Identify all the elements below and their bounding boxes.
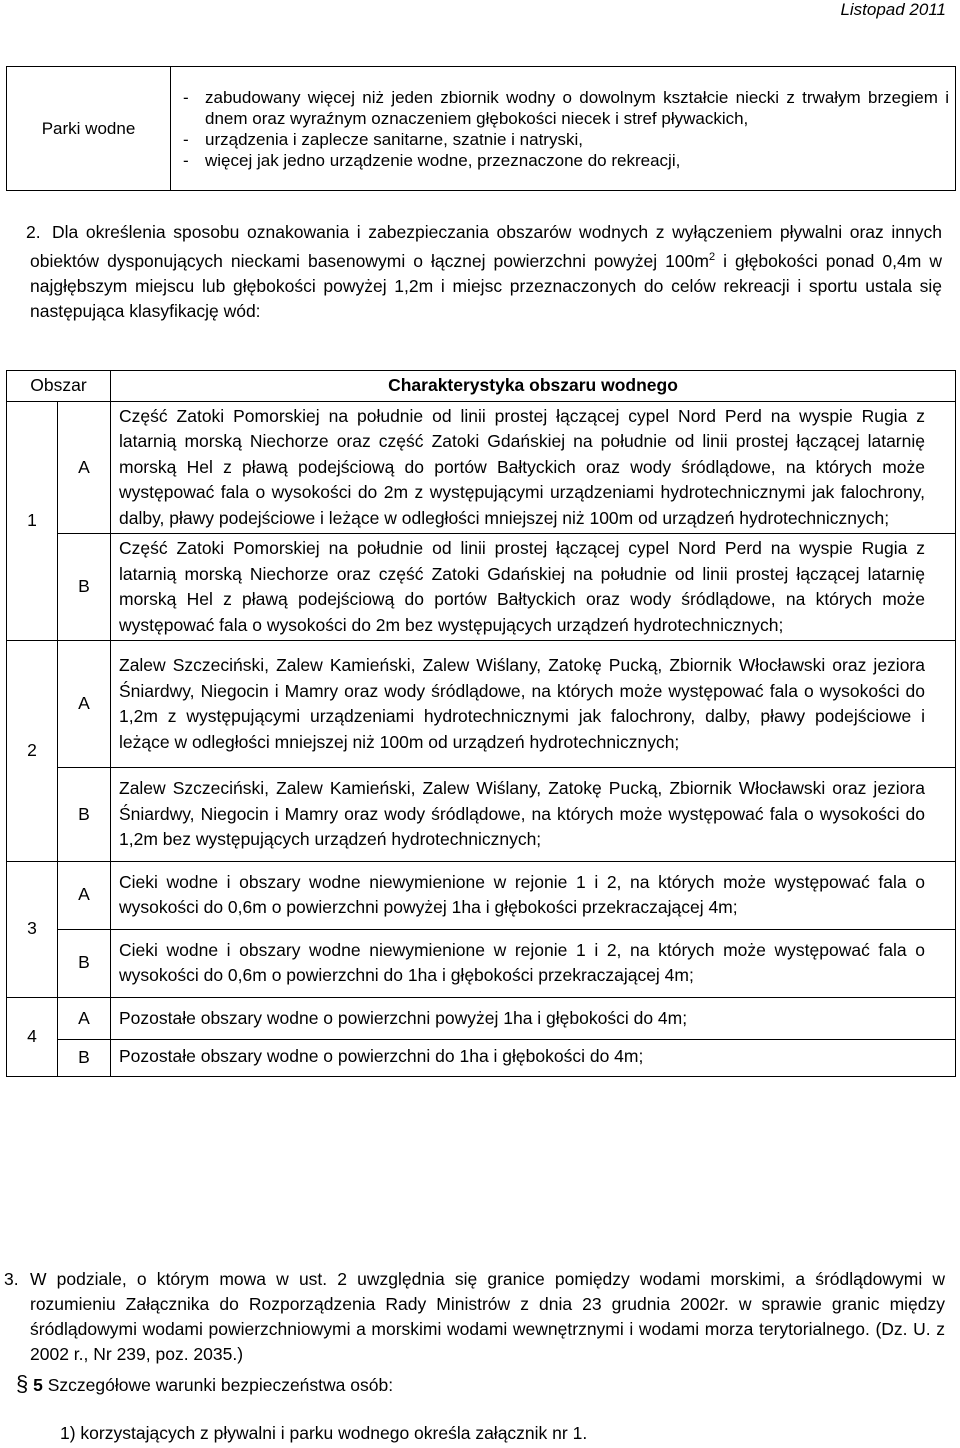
area-number: 2 — [7, 641, 58, 862]
parks-table — [6, 66, 956, 191]
area-description: Cieki wodne i obszary wodne niewymienione w rejonie 1 i 2, na których może występować fala o wysokości do 0,6m o powierzchni do 1ha i głębokości przekraczającej 4m; — [111, 929, 956, 997]
area-subclass: B — [58, 534, 111, 641]
section-text: Szczegółowe warunki bezpieczeństwa osób: — [47, 1375, 394, 1395]
paragraph-2-text-cont: i głębokości ponad 0,4m w najgłębszym miejscu lub głębokości powyżej 1,2m i miejsc przeznaczonych do celów rekreacji i sportu ustala się następująca klasyfikację wód: — [30, 250, 942, 321]
area-subclass: A — [58, 641, 111, 768]
paragraph-3 — [4, 1267, 945, 1367]
classification-table — [6, 370, 956, 1077]
parks-bullet-text: więcej jak jedno urządzenie wodne, przeznaczone do rekreacji, — [205, 150, 681, 170]
parks-bullets — [171, 67, 956, 191]
bullet-dash: - — [183, 87, 189, 107]
bullet-dash: - — [183, 129, 189, 149]
section-sign: § — [16, 1371, 29, 1396]
area-description: Pozostałe obszary wodne o powierzchni do 1ha i głębokości do 4m; — [111, 1040, 956, 1077]
area-subclass: B — [58, 1040, 111, 1077]
parks-bullet-1 — [183, 87, 949, 129]
area-description: Część Zatoki Pomorskiej na południe od linii prostej łączącej cypel Nord Perd na wyspie Rugia z latarnią morską Niechorze oraz część Zatoki Gdańskiej na południe od linii prostej łączącej latarnię morską Hel z pławą podejściową do portów Bałtyckich oraz wody śródlądowe, na których może występować fala o wysokości do 2m z występującymi urządzeniami hydrotechnicznymi jak falochrony, dalby, pławy podejściowe i leżące w odległości mniejszej niż 100m od urządzeń hydrotechnicznych; — [111, 401, 956, 534]
bullet-dash: - — [183, 150, 189, 170]
area-number: 1 — [7, 401, 58, 641]
area-subclass: A — [58, 997, 111, 1040]
area-number: 4 — [7, 997, 58, 1076]
paragraph-3-text: W podziale, o którym mowa w ust. 2 uwzględnia się granice pomiędzy wodami morskimi, a śródlądowymi w rozumieniu Załącznika do Rozporządzenia Rady Ministrów z dnia 23 grudnia 2002r. w sprawie granic między śródlądowymi wodami powierzchniowymi a morskimi wodami wewnętrznymi i wodami morza terytorialnego. (Dz. U. z 2002 r., Nr 239, poz. 2035.) — [30, 1269, 945, 1364]
header-area: Obszar — [7, 371, 111, 402]
paragraph-2 — [26, 220, 942, 324]
list-item: 1) korzystających z pływalni i parku wodnego określa załącznik nr 1. — [60, 1423, 588, 1443]
header-description: Charakterystyka obszaru wodnego — [111, 371, 956, 402]
parks-bullet-text: urządzenia i zaplecze sanitarne, szatnie i natryski, — [205, 129, 583, 149]
area-description: Zalew Szczeciński, Zalew Kamieński, Zalew Wiślany, Zatokę Pucką, Zbiornik Włocławski oraz jeziora Śniardwy, Niegocin i Mamry oraz wody śródlądowe, na których może występować fala o wysokości do 1,2m bez występujących urządzeń hydrotechnicznych; — [111, 768, 956, 862]
parks-bullet-text: zabudowany więcej niż jeden zbiornik wodny o dowolnym kształcie niecki z trwałym brzegiem i dnem oraz wyraźnym oznaczeniem głębokości niecek i stref pływackich, — [205, 87, 949, 128]
area-subclass: A — [58, 401, 111, 534]
superscript: 2 — [708, 251, 716, 263]
area-subclass: A — [58, 861, 111, 929]
header-date: Listopad 2011 — [840, 0, 946, 19]
area-description: Część Zatoki Pomorskiej na południe od linii prostej łączącej cypel Nord Perd na wyspie Rugia z latarnią morską Niechorze oraz część Zatoki Gdańskiej na południe od linii prostej łączącej latarnię morską Hel z pławą podejściową do portów Bałtyckich oraz wody śródlądowe, na których może występować fala o wysokości do 2m bez występujących urządzeń hydrotechnicznych; — [111, 534, 956, 641]
area-number: 3 — [7, 861, 58, 997]
paragraph-5 — [16, 1371, 936, 1398]
parks-label: Parki wodne — [7, 67, 171, 191]
area-subclass: B — [58, 768, 111, 862]
paragraph-number: 2. — [26, 222, 41, 242]
parks-bullet-3 — [183, 150, 949, 171]
area-description: Pozostałe obszary wodne o powierzchni powyżej 1ha i głębokości do 4m; — [111, 997, 956, 1040]
paragraph-number: 3. — [4, 1269, 19, 1289]
section-number: 5 — [33, 1375, 43, 1395]
paragraph-2-text: Dla określenia sposobu oznakowania i zabezpieczania obszarów wodnych z wyłączeniem pływalni oraz innych obiektów dysponujących nieckami basenowymi o łącznej powierzchni powyżej 100m — [30, 222, 942, 271]
parks-bullet-2 — [183, 129, 949, 150]
area-subclass: B — [58, 929, 111, 997]
area-description: Cieki wodne i obszary wodne niewymienione w rejonie 1 i 2, na których może występować fala o wysokości do 0,6m o powierzchni powyżej 1ha i głębokości przekraczającej 4m; — [111, 861, 956, 929]
area-description: Zalew Szczeciński, Zalew Kamieński, Zalew Wiślany, Zatokę Pucką, Zbiornik Włocławski oraz jeziora Śniardwy, Niegocin i Mamry oraz wody śródlądowe, na których może występować fala o wysokości do 1,2m z występującymi urządzeniami hydrotechnicznymi jak falochrony, dalby, pławy podejściowe i leżące w odległości mniejszej niż 100m od urządzeń hydrotechnicznych; — [111, 641, 956, 768]
